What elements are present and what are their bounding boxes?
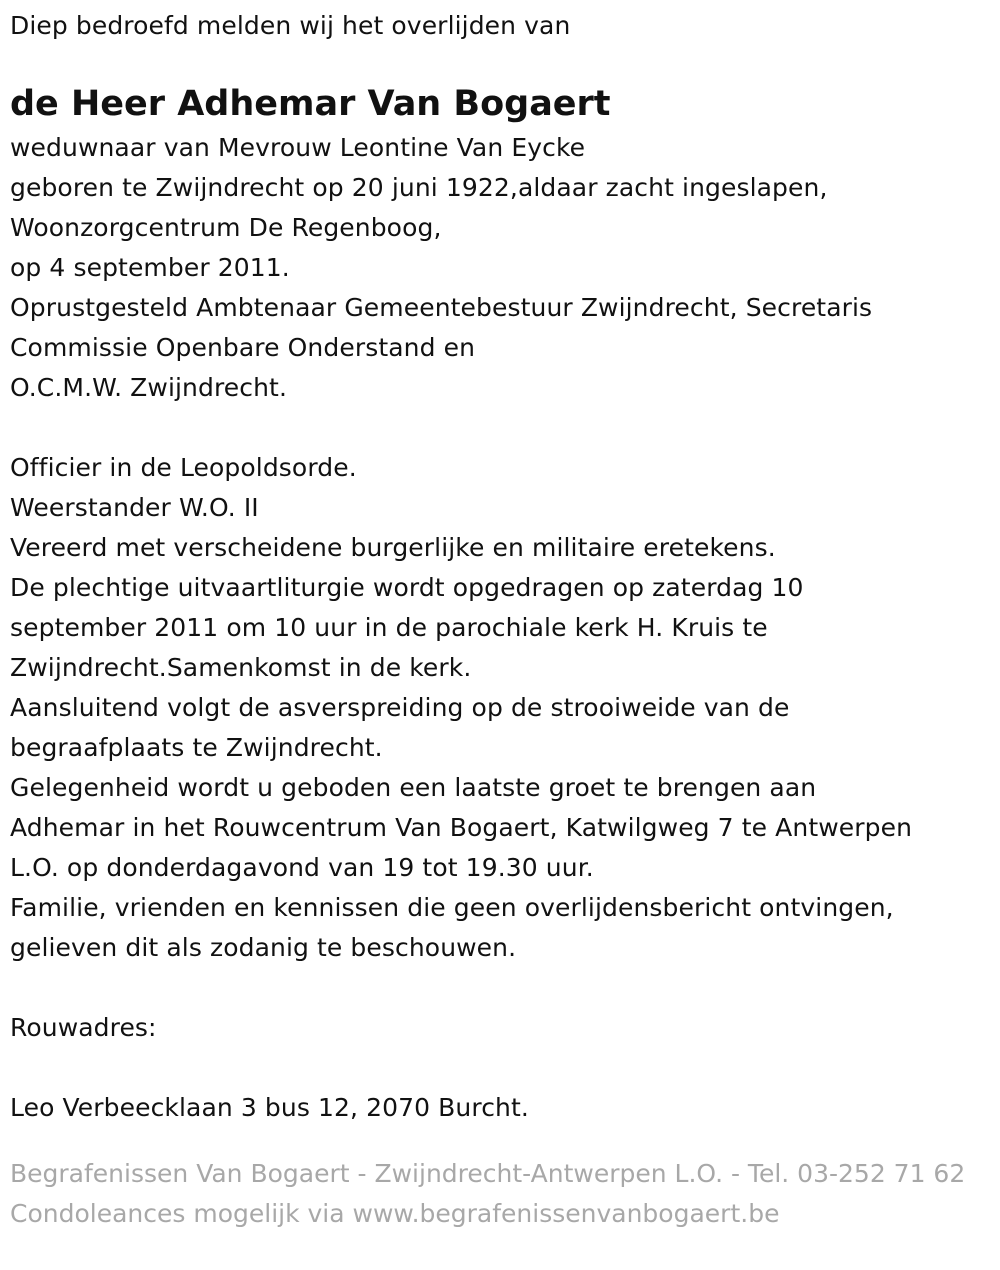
honors-and-ceremony-block — [10, 448, 995, 968]
mourning-address-label: Rouwadres: — [10, 1013, 157, 1042]
ceremony-line: begraafplaats te Zwijndrecht. — [10, 733, 383, 762]
ceremony-line: Weerstander W.O. II — [10, 493, 259, 522]
ceremony-line: Zwijndrecht.Samenkomst in de kerk. — [10, 653, 472, 682]
ceremony-line: L.O. op donderdagavond van 19 tot 19.30 uur. — [10, 853, 594, 882]
details-block — [10, 128, 995, 408]
spacer — [10, 1048, 995, 1088]
ceremony-line: Officier in de Leopoldsorde. — [10, 453, 357, 482]
detail-line: Oprustgesteld Ambtenaar Gemeentebestuur Zwijndrecht, Secretaris — [10, 293, 873, 322]
ceremony-line: Adhemar in het Rouwcentrum Van Bogaert, Katwilgweg 7 te Antwerpen — [10, 813, 913, 842]
ceremony-line: Vereerd met verscheidene burgerlijke en militaire eretekens. — [10, 533, 776, 562]
ceremony-line: september 2011 om 10 uur in de parochiale kerk H. Kruis te — [10, 613, 768, 642]
intro-text: Diep bedroefd melden wij het overlijden van — [10, 11, 571, 40]
detail-line: op 4 september 2011. — [10, 253, 290, 282]
mourning-address: Leo Verbeecklaan 3 bus 12, 2070 Burcht. — [10, 1093, 529, 1122]
ceremony-line: Aansluitend volgt de asverspreiding op de strooiweide van de — [10, 693, 790, 722]
ceremony-line: De plechtige uitvaartliturgie wordt opgedragen op zaterdag 10 — [10, 573, 804, 602]
ceremony-line: Gelegenheid wordt u geboden een laatste groet te brengen aan — [10, 773, 817, 802]
detail-line: Commissie Openbare Onderstand en — [10, 333, 476, 362]
spacer — [10, 968, 995, 1008]
detail-line: geboren te Zwijndrecht op 20 juni 1922,aldaar zacht ingeslapen, — [10, 173, 828, 202]
detail-line: O.C.M.W. Zwijndrecht. — [10, 373, 288, 402]
detail-line: Woonzorgcentrum De Regenboog, — [10, 213, 442, 242]
obituary-notice — [10, 6, 995, 1234]
funeral-home-footer: Begrafenissen Van Bogaert - Zwijndrecht-Antwerpen L.O. - Tel. 03-252 71 62 Condoleances mogelijk via www.begrafenissenvanbogaert.be — [10, 1159, 966, 1228]
ceremony-line: gelieven dit als zodanig te beschouwen. — [10, 933, 517, 962]
ceremony-line: Familie, vrienden en kennissen die geen overlijdensbericht ontvingen, — [10, 893, 894, 922]
spacer — [10, 408, 995, 448]
detail-line: weduwnaar van Mevrouw Leontine Van Eycke — [10, 133, 586, 162]
deceased-name: de Heer Adhemar Van Bogaert — [10, 84, 611, 124]
